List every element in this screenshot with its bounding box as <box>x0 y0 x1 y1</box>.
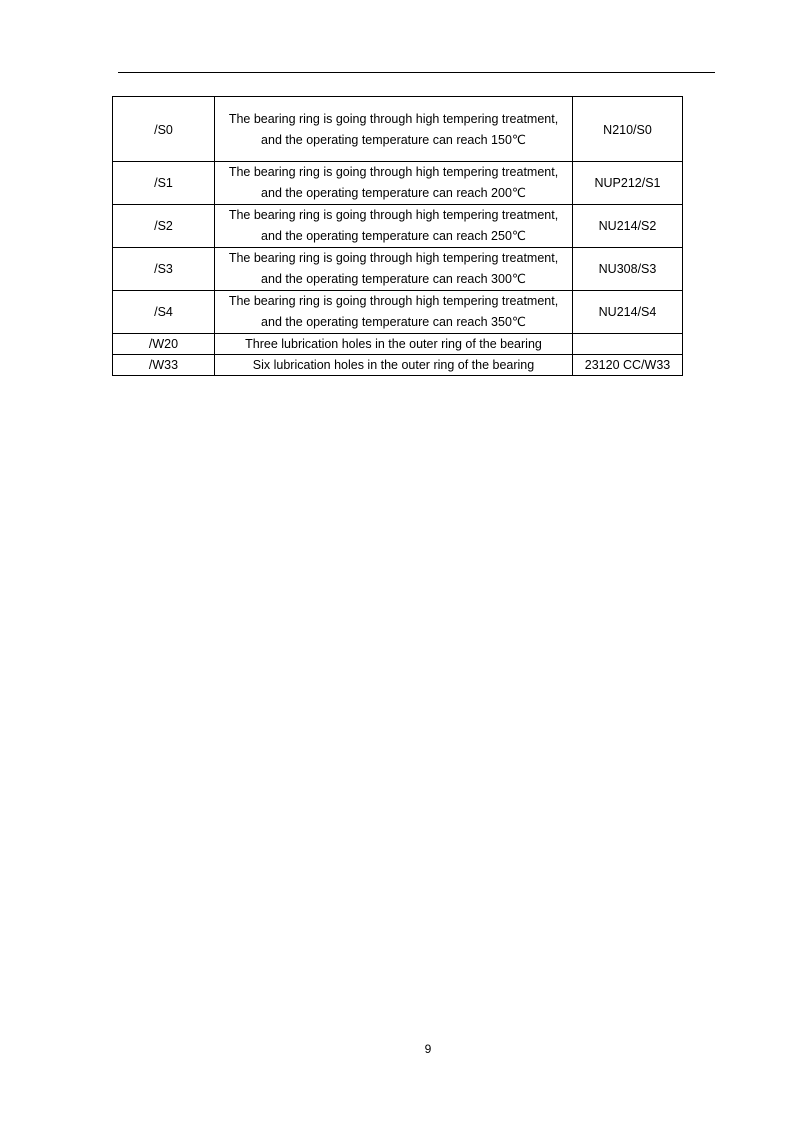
description-line: and the operating temperature can reach 350℃ <box>261 315 526 329</box>
example-cell: N210/S0 <box>573 97 683 162</box>
bearing-suffix-table <box>112 96 683 376</box>
table-row <box>113 162 683 205</box>
table-row <box>113 334 683 355</box>
description-cell: Three lubrication holes in the outer ring of the bearing <box>215 334 573 355</box>
example-cell: NU214/S4 <box>573 291 683 334</box>
description-line: The bearing ring is going through high tempering treatment, <box>228 208 559 222</box>
suffix-code-cell: /W33 <box>113 355 215 376</box>
description-cell <box>215 97 573 162</box>
description-cell <box>215 291 573 334</box>
table-row <box>113 355 683 376</box>
example-cell: NUP212/S1 <box>573 162 683 205</box>
example-cell: NU214/S2 <box>573 205 683 248</box>
example-cell: 23120 CC/W33 <box>573 355 683 376</box>
description-line: The bearing ring is going through high tempering treatment, <box>228 112 559 126</box>
suffix-code-cell: /S4 <box>113 291 215 334</box>
description-line: and the operating temperature can reach 250℃ <box>261 229 526 243</box>
description-line: and the operating temperature can reach 300℃ <box>261 272 526 286</box>
suffix-code-cell: /S2 <box>113 205 215 248</box>
table-row <box>113 248 683 291</box>
page-number: 9 <box>424 1042 432 1056</box>
description-cell <box>215 162 573 205</box>
table-row <box>113 205 683 248</box>
description-line: and the operating temperature can reach 200℃ <box>261 186 526 200</box>
table-row <box>113 97 683 162</box>
header-rule <box>118 72 715 73</box>
example-cell: NU308/S3 <box>573 248 683 291</box>
description-cell <box>215 205 573 248</box>
example-cell <box>573 334 683 355</box>
suffix-code-cell: /S3 <box>113 248 215 291</box>
suffix-code-cell: /S1 <box>113 162 215 205</box>
table-row <box>113 291 683 334</box>
description-cell <box>215 248 573 291</box>
description-line: The bearing ring is going through high tempering treatment, <box>228 251 559 265</box>
suffix-code-cell: /W20 <box>113 334 215 355</box>
description-line: The bearing ring is going through high tempering treatment, <box>228 294 559 308</box>
suffix-code-cell: /S0 <box>113 97 215 162</box>
description-line: and the operating temperature can reach 150℃ <box>261 133 526 147</box>
description-line: The bearing ring is going through high tempering treatment, <box>228 165 559 179</box>
description-cell: Six lubrication holes in the outer ring of the bearing <box>215 355 573 376</box>
